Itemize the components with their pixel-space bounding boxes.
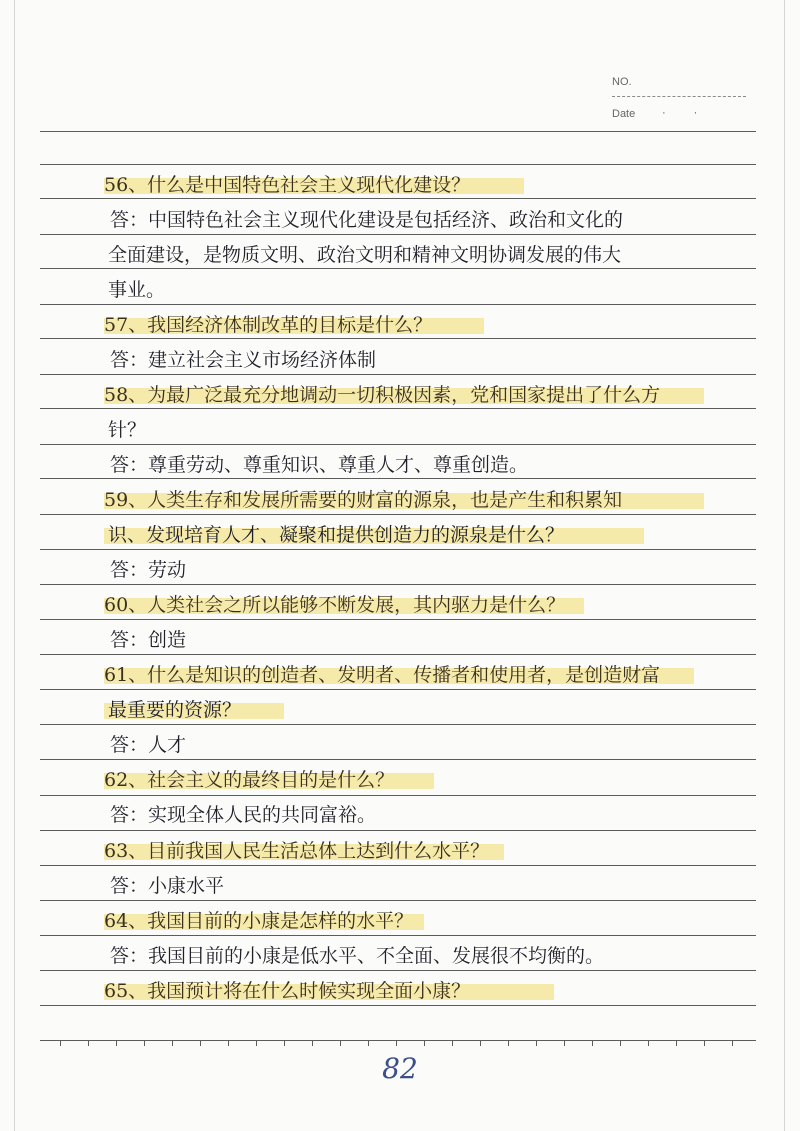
header-dashed-line [612,96,746,97]
answer-56-cont: 全面建设，是物质文明、政治文明和精神文明协调发展的伟大 [108,244,622,266]
question-61-cont: 最重要的资源？ [108,699,242,721]
answer-56-cont: 事业。 [108,279,166,301]
answer-61: 答：人才 [110,734,187,756]
question-62: 62、社会主义的最终目的是什么？ [104,769,395,791]
no-label: NO. [612,76,632,88]
answer-56: 答：中国特色社会主义现代化建设是包括经济、政治和文化的 [110,209,624,231]
answer-57: 答：建立社会主义市场经济体制 [110,349,377,371]
question-56: 56、什么是中国特色社会主义现代化建设？ [104,174,471,196]
question-61: 61、什么是知识的创造者、发明者、传播者和使用者，是创造财富 [104,664,661,686]
question-58: 58、为最广泛最充分地调动一切积极因素，党和国家提出了什么方 [104,384,661,406]
ruled-line [40,164,756,165]
ruled-line [40,830,756,831]
question-58-cont: 针？ [108,419,147,441]
answer-58: 答：尊重劳动、尊重知识、尊重人才、尊重创造。 [110,454,529,476]
ruled-line [40,795,756,796]
bottom-tick-marks [40,1041,756,1047]
question-63: 63、目前我国人民生活总体上达到什么水平？ [104,840,490,862]
date-dots: ·· [662,107,726,119]
answer-59: 答：劳动 [110,559,187,581]
answer-63: 答：小康水平 [110,875,225,897]
page-edge-line-left [14,0,15,1131]
question-59: 59、人类生存和发展所需要的财富的源泉，也是产生和积累知 [104,489,623,511]
question-65: 65、我国预计将在什么时候实现全面小康？ [104,980,471,1002]
question-57: 57、我国经济体制改革的目标是什么？ [104,314,433,336]
page-edge-line-right [784,0,785,1131]
question-64: 64、我国目前的小康是怎样的水平？ [104,910,414,932]
question-60: 60、人类社会之所以能够不断发展，其内驱力是什么？ [104,594,566,616]
question-59-cont: 识、发现培育人才、凝聚和提供创造力的源泉是什么？ [108,524,565,546]
date-label: Date [612,108,636,120]
ruled-line [40,131,756,132]
answer-60: 答：创造 [110,629,187,651]
page-number: 82 [382,1052,418,1085]
answer-62: 答：实现全体人民的共同富裕。 [110,804,377,826]
answer-64: 答：我国目前的小康是低水平、不全面、发展很不均衡的。 [110,945,605,967]
